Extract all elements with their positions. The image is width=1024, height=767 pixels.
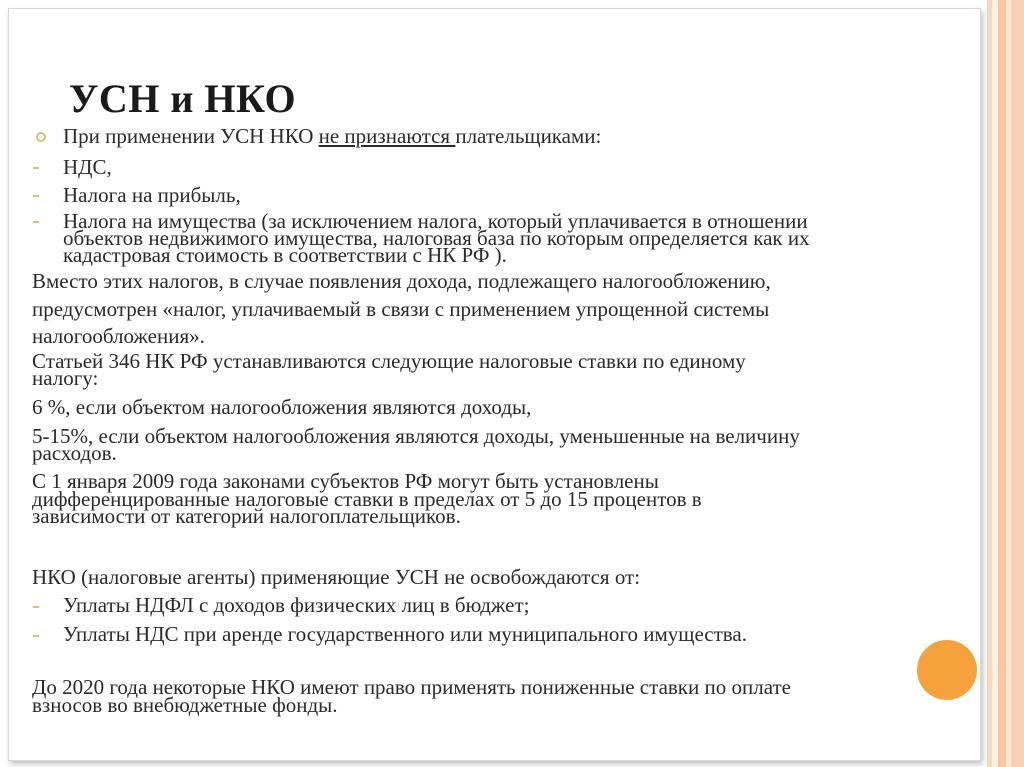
paragraph-line: Вместо этих налогов, в случае появления дохода, подлежащего налогообложению, — [32, 269, 771, 293]
paragraph-line: дифференцированные налоговые ставки в пределах от 5 до 15 процентов в — [32, 487, 702, 511]
paragraph-line: С 1 января 2009 года законами субъектов РФ могут быть установлены — [32, 469, 659, 493]
paragraph-line: налогу: — [32, 366, 99, 390]
stripe-5 — [1011, 0, 1024, 767]
paragraph-line: 5-15%, если объектом налогообложения являются доходы, уменьшенные на величину — [32, 424, 800, 448]
dash-bullet-icon — [33, 221, 39, 223]
rate-6-text: , если объектом налогообложения являются доходы, — [65, 395, 532, 419]
paragraph-line: зависимости от категорий налогоплательщиков. — [32, 504, 461, 528]
intro-line — [63, 124, 602, 148]
stripe-3 — [998, 0, 1006, 767]
list-item: Налога на прибыль, — [63, 183, 241, 207]
rate-6-value: 6 % — [32, 395, 66, 419]
intro-text-pre: При применении УСН НКО — [63, 124, 319, 148]
slide-title: УСН и НКО — [69, 76, 297, 121]
list-item: НДС, — [63, 155, 112, 179]
paragraph-line: взносов во внебюджетные фонды. — [32, 693, 338, 717]
list-item-continued: кадастровая стоимость в соответствии с НК РФ ). — [63, 243, 507, 267]
list-item: Уплаты НДФЛ с доходов физических лиц в бюджет; — [63, 593, 530, 617]
slide — [8, 8, 981, 761]
dash-bullet-icon — [33, 195, 39, 197]
paragraph-line: предусмотрен «налог, уплачиваемый в связи с применением упрощенной системы — [32, 297, 770, 321]
paragraph-line: НКО (налоговые агенты) применяющие УСН не освобождаются от: — [32, 565, 641, 589]
list-item: Уплаты НДС при аренде государственного или муниципального имущества. — [63, 622, 748, 646]
dash-bullet-icon — [33, 606, 39, 608]
circle-bullet-icon — [36, 132, 46, 142]
decorative-circle — [917, 640, 977, 700]
list-item: Налога на имущества (за исключением налога, который уплачивается в отношении — [63, 209, 808, 233]
intro-text-underlined: не признаются — [318, 124, 456, 148]
dash-bullet-icon — [33, 167, 39, 169]
paragraph-line: налогообложения». — [32, 324, 205, 348]
intro-text-post: плательщиками: — [455, 124, 602, 148]
dash-bullet-icon — [33, 635, 39, 637]
paragraph-line: До 2020 года некоторые НКО имеют право применять пониженные ставки по оплате — [32, 675, 791, 699]
paragraph-line: Статьей 346 НК РФ устанавливаются следующие налоговые ставки по единому — [32, 349, 746, 373]
list-item-continued: объектов недвижимого имущества, налоговая база по которым определяется как их — [63, 226, 810, 250]
rate-6-line — [32, 395, 532, 419]
slide-body — [9, 9, 980, 760]
paragraph-line: расходов. — [32, 441, 117, 465]
